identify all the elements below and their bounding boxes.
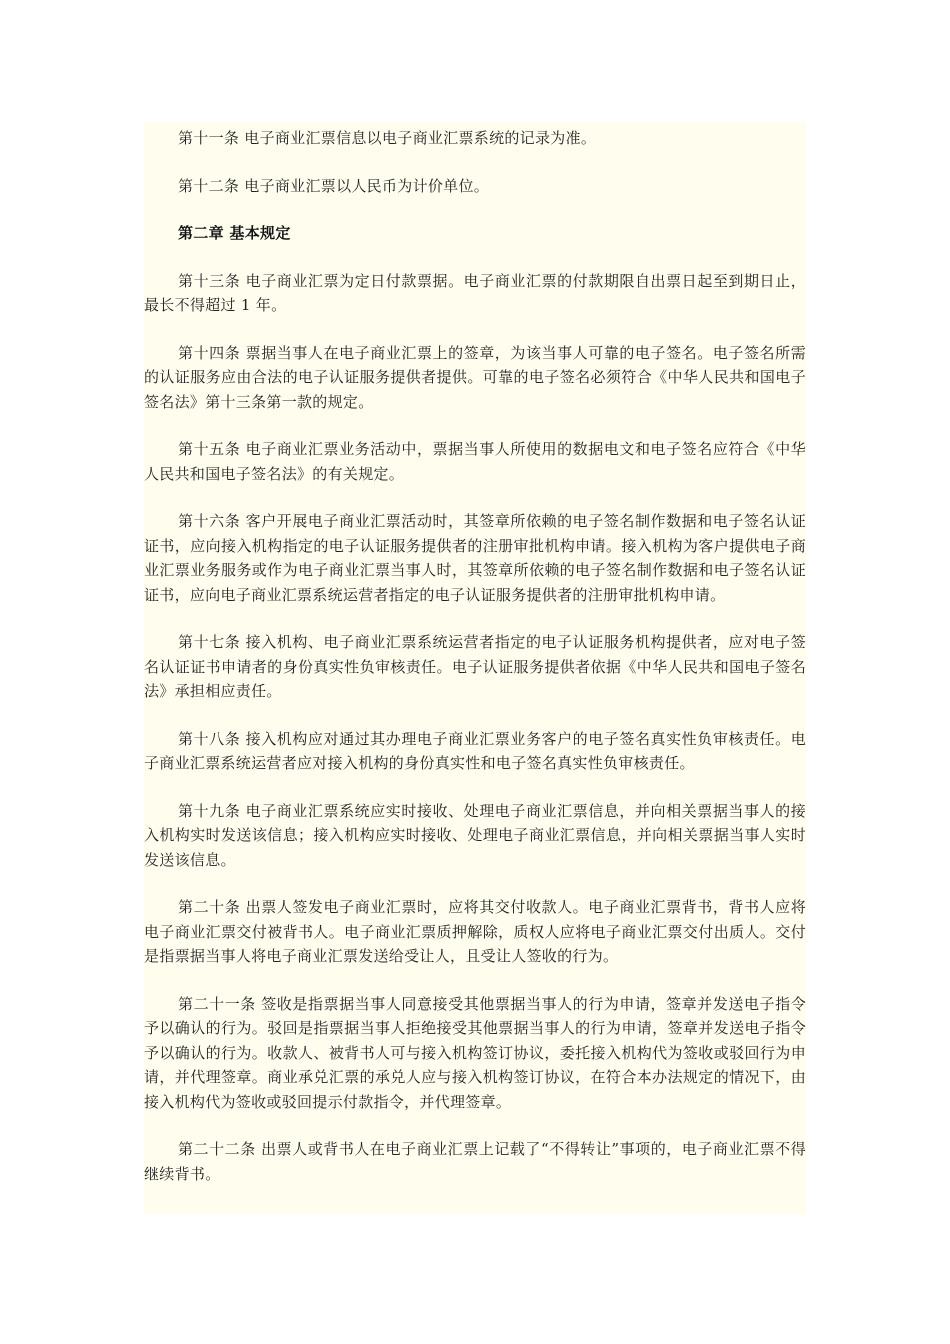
article-14: 第十四条 票据当事人在电子商业汇票上的签章，为该当事人可靠的电子签名。电子签名所需的认证服务应由合法的电子认证服务提供者提供。可靠的电子签名必须符合《中华人民共和国电子签名法》第十三条第一款的规定。 <box>144 343 806 411</box>
article-15: 第十五条 电子商业汇票业务活动中，票据当事人所使用的数据电文和电子签名应符合《中华人民共和国电子签名法》的有关规定。 <box>144 440 806 483</box>
article-21: 第二十一条 签收是指票据当事人同意接受其他票据当事人的行为申请，签章并发送电子指令予以确认的行为。驳回是指票据当事人拒绝接受其他票据当事人的行为申请，签章并发送电子指令予以确认的行为。收款人、被背书人可与接入机构签订协议，委托接入机构代为签收或驳回行为申请，并代理签章。商业承兑汇票的承兑人应与接入机构签订协议，在符合本办法规定的情况下，由接入机构代为签收或驳回提示付款指令，并代理签章。 <box>144 994 806 1111</box>
article-16: 第十六条 客户开展电子商业汇票活动时，其签章所依赖的电子签名制作数据和电子签名认证证书，应向接入机构指定的电子认证服务提供者的注册审批机构申请。接入机构为客户提供电子商业汇票业务服务或作为电子商业汇票当事人时，其签章所依赖的电子签名制作数据和电子签名认证证书，应向电子商业汇票系统运营者指定的电子认证服务提供者的注册审批机构申请。 <box>144 512 806 604</box>
article-18: 第十八条 接入机构应对通过其办理电子商业汇票业务客户的电子签名真实性负审核责任。电子商业汇票系统运营者应对接入机构的身份真实性和电子签名真实性负审核责任。 <box>144 729 806 772</box>
chapter-heading: 第二章 基本规定 <box>178 224 291 242</box>
article-17: 第十七条 接入机构、电子商业汇票系统运营者指定的电子认证服务机构提供者，应对电子签名认证证书申请者的身份真实性负审核责任。电子认证服务提供者依据《中华人民共和国电子签名法》承担相应责任。 <box>144 633 806 700</box>
article-12: 第十二条 电子商业汇票以人民币为计价单位。 <box>178 176 490 195</box>
article-11: 第十一条 电子商业汇票信息以电子商业汇票系统的记录为准。 <box>178 129 597 147</box>
article-22: 第二十二条 出票人或背书人在电子商业汇票上记载了“不得转让”事项的，电子商业汇票不得继续背书。 <box>144 1140 806 1183</box>
article-20: 第二十条 出票人签发电子商业汇票时，应将其交付收款人。电子商业汇票背书，背书人应将电子商业汇票交付被背书人。电子商业汇票质押解除，质权人应将电子商业汇票交付出质人。交付是指票据当事人将电子商业汇票发送给受让人，且受让人签收的行为。 <box>144 898 806 965</box>
article-19: 第十九条 电子商业汇票系统应实时接收、处理电子商业汇票信息，并向相关票据当事人的接入机构实时发送该信息；接入机构应实时接收、处理电子商业汇票信息，并向相关票据当事人实时发送该信息。 <box>144 801 806 869</box>
article-13: 第十三条 电子商业汇票为定日付款票据。电子商业汇票的付款期限自出票日起至到期日止，最长不得超过 1 年。 <box>144 271 806 314</box>
document-body <box>144 122 806 1214</box>
